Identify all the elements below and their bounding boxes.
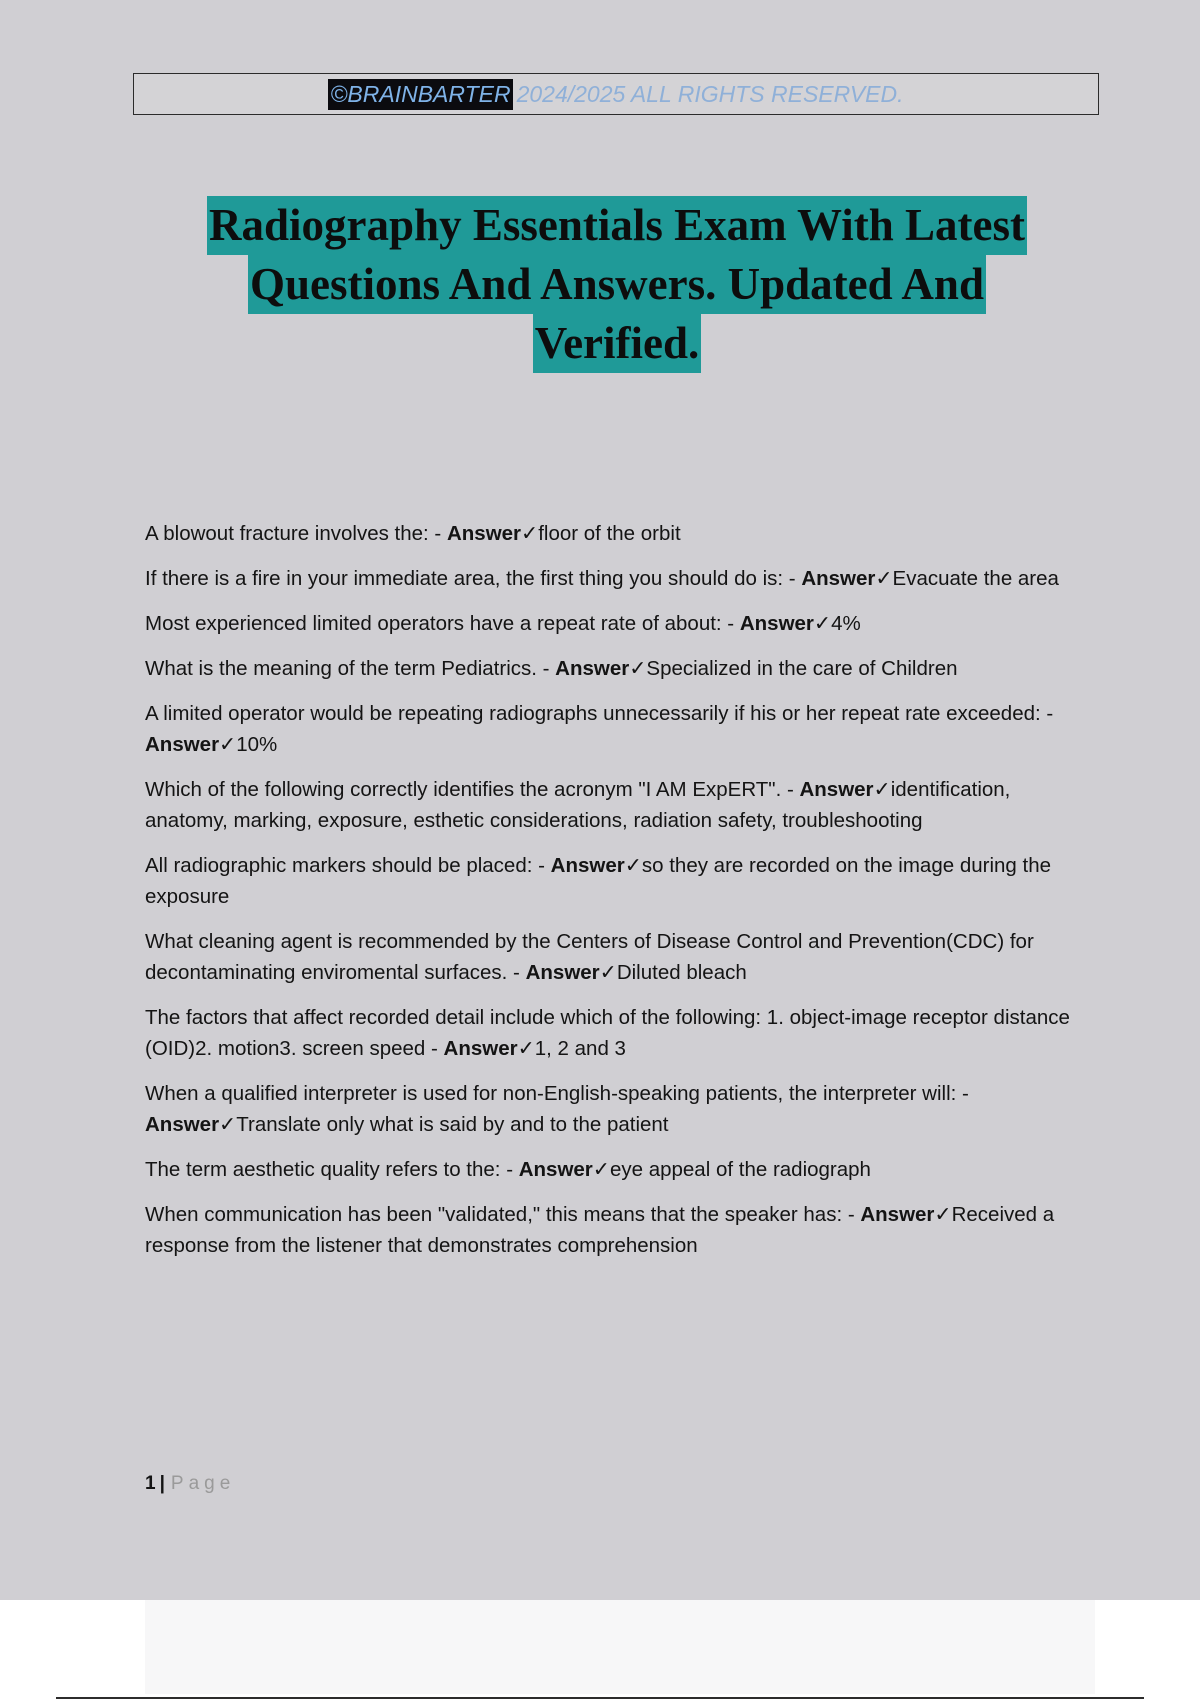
question-text: All radiographic markers should be placed: - (145, 854, 551, 877)
question-text: The factors that affect recorded detail include which of the following: 1. object-image receptor distance (OID)2. motion3. screen speed - (145, 1006, 1070, 1060)
qa-item (145, 1199, 1095, 1261)
brand-label: ©BRAINBARTER (328, 79, 512, 110)
answer-text: floor of the orbit (538, 522, 681, 545)
answer-text: identification, anatomy, marking, exposure, esthetic considerations, radiation safety, troubleshooting (145, 778, 1011, 832)
answer-check-marker: Answer✓ (446, 522, 539, 545)
answer-text: Received a response from the listener that demonstrates comprehension (145, 1203, 1055, 1257)
answer-check-marker: Answer✓ (525, 961, 617, 984)
answer-text: 10% (236, 733, 278, 756)
title-line: Verified. (533, 314, 702, 373)
answer-check-marker: Answer✓ (860, 1203, 952, 1226)
qa-item (145, 608, 1095, 639)
copyright-header (133, 73, 1099, 115)
qa-item (145, 563, 1095, 594)
qa-item (145, 698, 1095, 760)
answer-check-marker: Answer✓ (145, 1113, 237, 1136)
answer-check-marker: Answer✓ (550, 854, 642, 877)
question-answer-list (145, 518, 1095, 1275)
question-text: When a qualified interpreter is used for non-English-speaking patients, the interpreter will: - (145, 1082, 969, 1105)
question-text: What cleaning agent is recommended by the Centers of Disease Control and Prevention(CDC) for decontaminating enviromental surfaces. - (145, 930, 1034, 984)
bottom-divider (56, 1697, 1144, 1699)
title-line: Questions And Answers. Updated And (248, 255, 986, 314)
page-separator: | (159, 1473, 165, 1494)
question-text: A limited operator would be repeating radiographs unnecessarily if his or her repeat rate exceeded: - (145, 702, 1054, 725)
page-label: Page (170, 1473, 236, 1494)
question-text: A blowout fracture involves the: - (145, 522, 447, 545)
answer-check-marker: Answer✓ (443, 1037, 535, 1060)
qa-item (145, 653, 1095, 684)
answer-check-marker: Answer✓ (801, 567, 893, 590)
page-number: 1 (145, 1473, 156, 1494)
answer-check-marker: Answer✓ (555, 657, 647, 680)
qa-item (145, 774, 1095, 836)
document-title (100, 196, 1134, 373)
answer-text: Translate only what is said by and to the patient (236, 1113, 669, 1136)
qa-item (145, 518, 1095, 549)
answer-text: eye appeal of the radiograph (609, 1158, 871, 1181)
question-text: What is the meaning of the term Pediatrics. - (145, 657, 556, 680)
next-page-shadow (145, 1600, 1095, 1694)
qa-item (145, 1078, 1095, 1140)
answer-text: Diluted bleach (616, 961, 747, 984)
answer-text: so they are recorded on the image during the exposure (145, 854, 1052, 908)
question-text: When communication has been "validated," this means that the speaker has: - (145, 1203, 861, 1226)
qa-item (145, 926, 1095, 988)
qa-item (145, 1002, 1095, 1064)
qa-item (145, 850, 1095, 912)
answer-check-marker: Answer✓ (518, 1158, 610, 1181)
rights-text: 2024/2025 ALL RIGHTS RESERVED. (516, 81, 904, 107)
answer-text: Specialized in the care of Children (646, 657, 958, 680)
answer-text: 4% (831, 612, 861, 635)
answer-check-marker: Answer✓ (739, 612, 832, 635)
answer-text: 1, 2 and 3 (534, 1037, 626, 1060)
answer-text: Evacuate the area (892, 567, 1059, 590)
question-text: If there is a fire in your immediate area, the first thing you should do is: - (145, 567, 802, 590)
qa-item (145, 1154, 1095, 1185)
question-text: Which of the following correctly identifies the acronym "I AM ExpERT". - (145, 778, 800, 801)
page-footer (145, 1473, 235, 1495)
answer-check-marker: Answer✓ (799, 778, 891, 801)
title-line: Radiography Essentials Exam With Latest (207, 196, 1027, 255)
question-text: The term aesthetic quality refers to the: - (145, 1158, 519, 1181)
answer-check-marker: Answer✓ (145, 733, 237, 756)
question-text: Most experienced limited operators have a repeat rate of about: - (145, 612, 740, 635)
